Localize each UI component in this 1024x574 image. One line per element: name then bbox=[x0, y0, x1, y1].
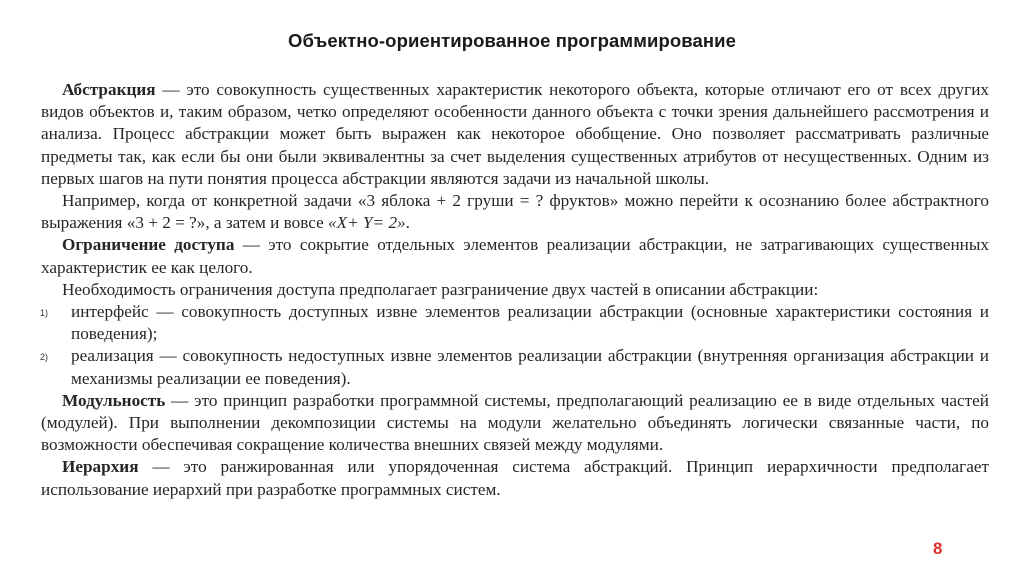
paragraph-example bbox=[41, 190, 989, 234]
paragraph-hierarchy-text: — это ранжированная или упорядоченная система абстракций. Принцип иерархичности предполагает использование иерархий при разработке программных систем. bbox=[41, 457, 989, 499]
term-access-restriction: Ограничение доступа bbox=[62, 235, 235, 255]
slide-title: Объектно-ориентированное программирование bbox=[287, 30, 737, 51]
formula: «X+ Y= 2» bbox=[328, 213, 406, 233]
paragraph-modularity bbox=[41, 390, 989, 457]
list-item bbox=[41, 301, 989, 345]
list-marker: 2) bbox=[40, 352, 49, 363]
list-marker: 1) bbox=[40, 308, 49, 319]
term-modularity: Модульность bbox=[62, 390, 166, 410]
slide-body bbox=[41, 79, 989, 501]
paragraph-example-text: Например, когда от конкретной задачи «3 яблока + 2 груши = ? фруктов» можно перейти к осознанию более абстрактного выражения «3 + 2 = ?», а затем и вовсе bbox=[41, 191, 989, 233]
term-abstraction: Абстракция bbox=[62, 80, 156, 99]
term-hierarchy: Иерархия bbox=[62, 457, 139, 477]
list-item bbox=[41, 345, 989, 389]
paragraph-access-restriction-text: — это сокрытие отдельных элементов реализации абстракции, не затрагивающих существенных характеристик ее как целого. bbox=[41, 235, 989, 277]
page-number: 8 bbox=[933, 539, 943, 558]
paragraph-abstraction-text: — это совокупность существенных характеристик некоторого объекта, которые отличают его от всех других видов объектов и, таким образом, четко определяют особенности данного объекта с точки зрения дальнейшего рассмотрения и анализа. Процесс абстракции может быть выражен как некоторое обобщение. Оно позволяет рассматривать различные предметы так, как если бы они были эквивалентны за счет выделения существенных атрибутов от несущественных. Одним из первых шагов на пути понятия процесса абстракции являются задачи из начальной школы. bbox=[41, 80, 989, 188]
paragraph-example-end: . bbox=[405, 213, 410, 233]
paragraph-abstraction bbox=[41, 79, 989, 190]
paragraph-hierarchy bbox=[41, 456, 989, 500]
paragraph-modularity-text: — это принцип разработки программной системы, предполагающий реализацию ее в виде отдельных частей (модулей). При выполнении декомпозиции системы на модули желательно объединять логически связанные части, по возможности обеспечивая сокращение количества внешних связей между модулями. bbox=[41, 390, 989, 455]
paragraph-necessity: Необходимость ограничения доступа предполагает разграничение двух частей в описании абстракции: bbox=[62, 279, 819, 299]
paragraph-access-restriction bbox=[41, 234, 989, 278]
list-item-text: интерфейс — совокупность доступных извне элементов реализации абстракции (основные характеристики состояния и поведения); bbox=[71, 302, 989, 344]
list-item-text: реализация — совокупность недоступных извне элементов реализации абстракции (внутренняя организация абстракции и механизмы реализации ее поведения). bbox=[71, 346, 989, 388]
